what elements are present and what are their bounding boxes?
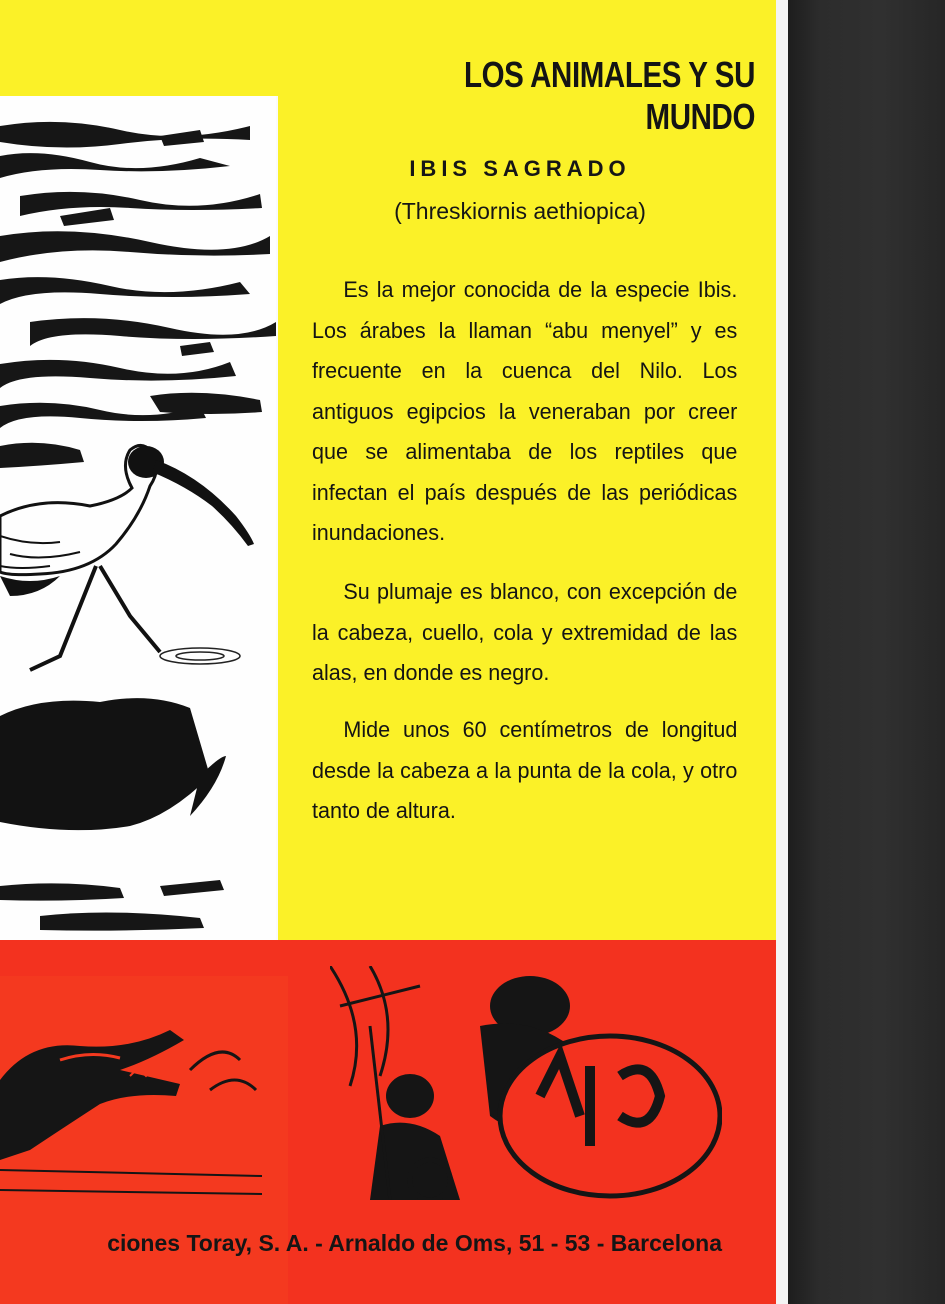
page-edge [776,0,788,1304]
animal-name: IBIS SAGRADO [409,156,631,181]
description-paragraph-2: Su plumaje es blanco, con excepción de la cabeza, cuello, cola y extremidad de las alas, en donde es negro. [312,579,738,685]
description-paragraph-1: Es la mejor conocida de la especie Ibis. Los árabes la llaman “abu menyel” y es frecuente en la cuenca del Nilo. Los antiguos egipcios la veneraban por creer que se alimentaba de los reptiles que infectan el país después de las periódicas inundaciones. [312,277,738,545]
description-paragraph-3: Mide unos 60 centímetros de longitud desde la cabeza a la punta de la cola, y otro tanto de altura. [312,717,738,823]
scientific-name: (Threskiornis aethiopica) [394,198,646,224]
ibis-illustration [0,96,278,976]
dark-background [788,0,945,1304]
publisher-footer: ciones Toray, S. A. - Arnaldo de Oms, 51 - 53 - Barcelona [107,1230,722,1256]
page-title: LOS ANIMALES Y SU MUNDO [463,54,755,137]
warriors-illustration [330,966,722,1200]
crocodile-illustration [0,1000,262,1205]
